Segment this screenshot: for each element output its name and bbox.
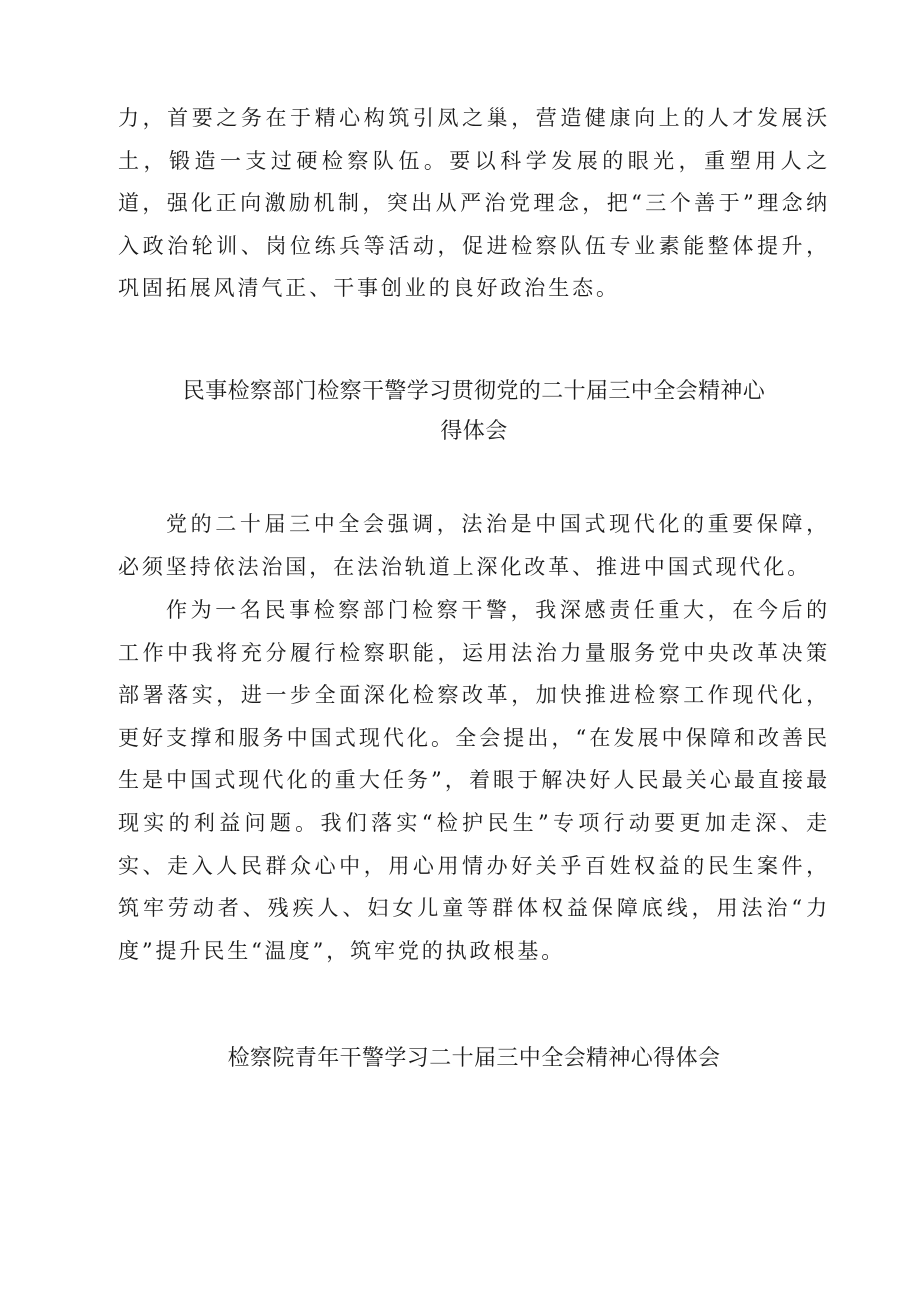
section1-paragraph-1: 党的二十届三中全会强调，法治是中国式现代化的重要保障，必须坚持依法治国，在法治轨道上深化改革、推进中国式现代化。 (118, 512, 830, 579)
continuation-paragraph: 力，首要之务在于精心构筑引凤之巢，营造健康向上的人才发展沃土，锻造一支过硬检察队伍。要以科学发展的眼光，重塑用人之道，强化正向激励机制，突出从严治党理念，把“三个善于”理念纳入政治轮训、岗位练兵等活动，促进检察队伍专业素能整体提升，巩固拓展风清气正、干事创业的良好政治生态。 (118, 106, 830, 301)
section1-title-line1: 民事检察部门检察干警学习贯彻党的二十届三中全会精神心 (182, 379, 766, 404)
section1-title-line2: 得体会 (440, 419, 508, 444)
section2-title: 检察院青年干警学习二十届三中全会精神心得体会 (227, 1046, 721, 1071)
section1-title (118, 372, 830, 452)
section1-paragraph-2: 作为一名民事检察部门检察干警，我深感责任重大，在今后的工作中我将充分履行检察职能，运用法治力量服务党中央改革决策部署落实，进一步全面深化检察改革，加快推进检察工作现代化，更好支撑和服务中国式现代化。全会提出，“在发展中保障和改善民生是中国式现代化的重大任务”，着眼于解决好人民最关心最直接最现实的利益问题。我们落实“检护民生”专项行动要更加走深、走实、走入人民群众心中，用心用情办好关乎百姓权益的民生案件，筑牢劳动者、残疾人、妇女儿童等群体权益保障底线，用法治“力度”提升民生“温度”，筑牢党的执政根基。 (118, 598, 830, 963)
